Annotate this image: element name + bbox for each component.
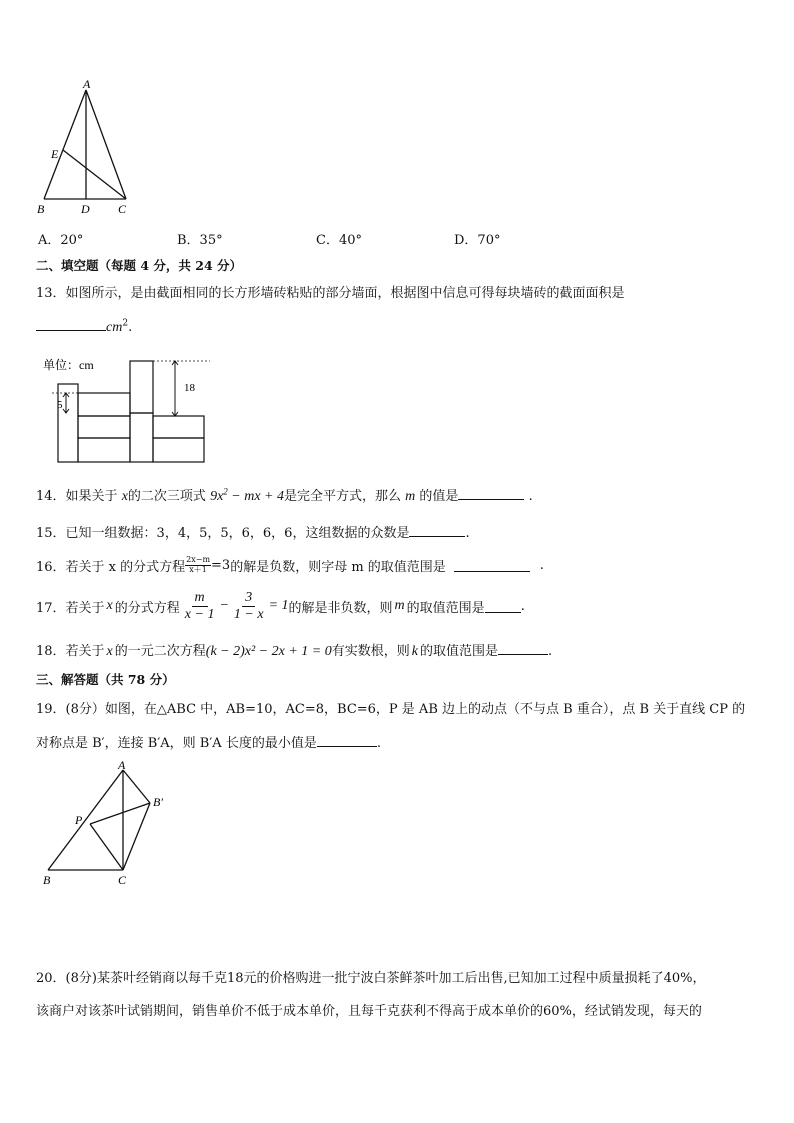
q16-post: 的解是负数，则字母 m 的取值范围是: [230, 559, 446, 575]
q16-end: .: [539, 557, 544, 573]
q17-f1-den: x − 1: [184, 606, 215, 622]
q14-expr-b: − mx + 4: [227, 489, 284, 504]
q18-blank: [498, 642, 548, 655]
q18-post: 的取值范围是: [419, 644, 498, 659]
q16-pre: 16．若关于 x 的分式方程: [36, 559, 186, 575]
q18-mid1: 的一元二次方程: [114, 644, 206, 659]
q16-text: [36, 552, 544, 578]
q17-end: .: [520, 598, 525, 614]
q19-blank: [317, 734, 377, 747]
q13-text: 13．如图所示，是由截面相同的长方形墙砖粘贴的部分墙面，根据图中信息可得每块墙砖的截面面积是: [36, 286, 625, 301]
label-a: A: [118, 758, 126, 772]
q16-blank: [454, 559, 530, 572]
option-c: C．40°: [316, 233, 362, 248]
dim-5: 5: [57, 399, 63, 411]
q18-text: [36, 640, 552, 660]
option-b: B．35°: [177, 233, 223, 248]
q19-line1: 19．(8分）如图，在△ABC 中，AB=10，AC=8，BC=6，P 是 AB 边上的动点（不与点 B 重合），点 B 关于直线 CP 的: [36, 702, 746, 717]
figure-wall-tiles: [40, 353, 220, 468]
q17-mid2: 的解是非负数，则: [288, 600, 393, 616]
q17-fraction-2: [231, 591, 267, 622]
q20-line1: 20．(8分)某茶叶经销商以每千克18元的价格购进一批宁波白茶鲜茶叶加工后出售,已知加工过程中质量损耗了40%，: [36, 971, 706, 986]
q16-frac-num: 2x−m: [186, 555, 211, 565]
q20-line2: 该商户对该茶叶试销期间，销售单价不低于成本单价，且每千克获利不得高于成本单价的60%，经试销发现，每天的: [36, 1004, 702, 1019]
q17-eq: = 1: [268, 598, 289, 613]
q17-pre: 17．若关于: [36, 600, 105, 616]
dim-18: 18: [184, 382, 195, 394]
figure-triangle-reflection: [38, 758, 188, 893]
q17-fraction-1: [182, 591, 218, 622]
q18-mid2: 有实数根，则: [331, 644, 410, 659]
label-b: B: [37, 202, 45, 216]
option-a: A．20°: [38, 233, 84, 248]
q19-line2: [36, 732, 381, 751]
q17-blank: [485, 600, 521, 613]
unit-label: 单位：cm: [43, 358, 94, 372]
label-c: C: [118, 202, 127, 216]
q15-blank: [409, 524, 465, 537]
q15-body: 15．已知一组数据：3，4，5，5，6，6，6，这组数据的众数是: [36, 526, 410, 541]
label-e: E: [51, 147, 59, 161]
section-fill-in-title: 二、填空题（每题 4 分，共 24 分）: [36, 258, 243, 273]
label-b-prime: B′: [153, 795, 163, 809]
q16-fraction: [185, 556, 211, 574]
q16-eq: =3: [211, 557, 231, 573]
section-solve-title: 三、解答题（共 78 分）: [36, 672, 175, 687]
q13-end: .: [128, 320, 133, 335]
q13-unit-sup: 2: [122, 318, 129, 329]
q13-blank: [36, 318, 106, 331]
q19-end: .: [376, 736, 381, 751]
q18-var-x: x: [106, 644, 113, 659]
q17-mid1: 的分式方程: [114, 600, 180, 616]
option-d: D．70°: [454, 233, 501, 248]
q19-body: 对称点是 B′，连接 B′A，则 B′A 长度的最小值是: [36, 736, 317, 751]
q14-var-m: m: [405, 489, 416, 504]
q17-f2-num: 3: [242, 591, 255, 607]
label-d: D: [81, 202, 90, 216]
q17-post: 的取值范围是: [406, 600, 485, 616]
label-p: P: [75, 813, 83, 827]
q18-end: .: [547, 644, 553, 659]
q14-text: [36, 485, 533, 505]
q14-expression: [210, 486, 284, 504]
q14-pre: 14．如果关于: [36, 489, 118, 504]
q13-answer-line: [36, 318, 132, 336]
q18-var-k: k: [411, 644, 418, 659]
q15-end: .: [465, 526, 470, 541]
q14-expr-sup: 2: [223, 486, 228, 497]
q17-f2-den: 1 − x: [233, 606, 264, 622]
q14-blank: [458, 487, 524, 500]
q14-mid2: 是完全平方式，那么: [284, 489, 402, 504]
q13-unit: cm: [106, 320, 123, 335]
q14-expr-a: 9x: [210, 489, 224, 504]
q15-text: [36, 522, 470, 541]
q16-frac-den: x＋1: [189, 564, 207, 574]
q18-expression: (k − 2)x² − 2x + 1 = 0: [205, 644, 332, 659]
label-b: B: [43, 873, 51, 887]
q17-var-x: x: [106, 598, 113, 613]
q14-end: .: [528, 489, 533, 504]
q17-minus: −: [219, 598, 229, 613]
q18-pre: 18．若关于: [36, 644, 105, 659]
q17-f1-num: m: [192, 591, 208, 607]
q14-mid1: 的二次三项式: [127, 489, 206, 504]
q14-post: 的值是: [419, 489, 459, 504]
label-c: C: [118, 873, 127, 887]
q14-var-x: x: [121, 489, 128, 504]
figure-triangle-abc: [30, 78, 140, 218]
q17-text: [36, 586, 525, 626]
q17-var-m: m: [394, 598, 405, 613]
label-a: A: [83, 78, 91, 91]
